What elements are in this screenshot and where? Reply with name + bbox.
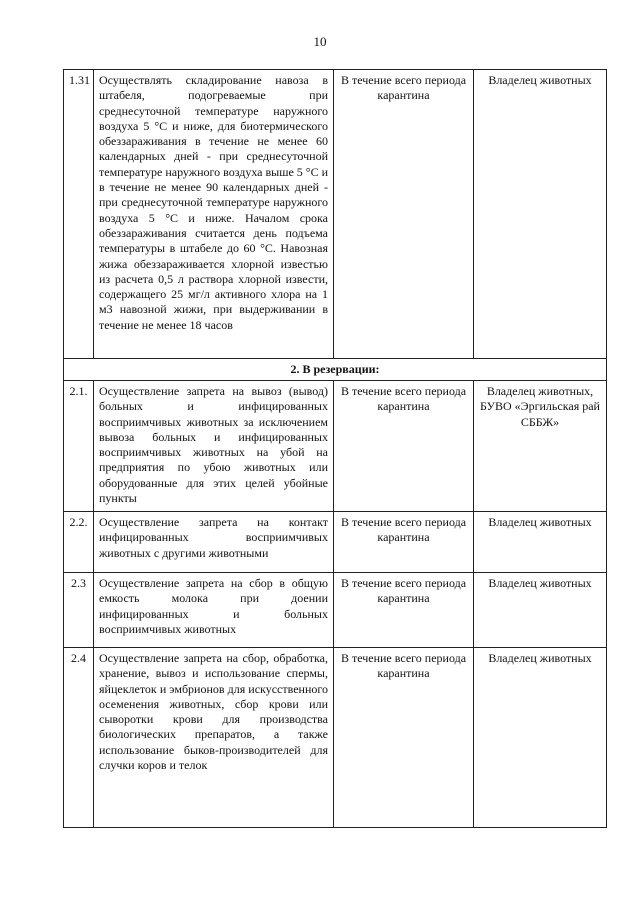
page-number: 10 [313, 34, 327, 49]
measure-term: В течение всего периода карантина [334, 512, 474, 573]
row-number: 1.31 [64, 70, 94, 359]
table-row [64, 573, 607, 648]
section-title: 2. В резервации: [64, 359, 607, 381]
table-row [64, 512, 607, 573]
row-number: 2.1. [64, 381, 94, 512]
measure-term: В течение всего периода карантина [334, 648, 474, 828]
table-row [64, 648, 607, 828]
measure-responsible: Владелец животных [474, 648, 607, 828]
measure-term: В течение всего периода карантина [334, 381, 474, 512]
measure-term: В течение всего периода карантина [334, 573, 474, 648]
row-number: 2.3 [64, 573, 94, 648]
table-row [64, 381, 607, 512]
row-number: 2.2. [64, 512, 94, 573]
measures-table [63, 69, 607, 828]
measure-responsible: Владелец животных [474, 70, 607, 359]
measure-description: Осуществление запрета на вывоз (вывод) больных и инфицированных восприимчивых животных за исключением вывоза больных и инфицированных восприимчивых животных на убой на предприятия по убою животных или оборудованные для этих целей убойные пункты [94, 381, 334, 512]
table-row [64, 70, 607, 359]
row-number: 2.4 [64, 648, 94, 828]
section-row [64, 359, 607, 381]
measure-description: Осуществлять складирование навоза в штабеля, подогреваемые при среднесуточной температуре наружного воздуха 5 °С и ниже, для биотермического обеззараживания в течение не менее 60 календарных дней - при среднесуточной температуре наружного воздуха выше 5 °С и в течение не менее 90 календарных дней - при среднесуточной температуре наружного воздуха 5 °С и ниже. Началом срока обеззараживания считается день подъема температуры в штабеле до 60 °С. Навозная жижа обеззараживается хлорной известью из расчета 0,5 л раствора хлорной извести, содержащего 25 мг/л активного хлора на 1 м3 навозной жижи, при выдерживании в течение не менее 18 часов [94, 70, 334, 359]
measure-term: В течение всего периода карантина [334, 70, 474, 359]
measure-responsible: Владелец животных, БУВО «Эргильская рай СББЖ» [474, 381, 607, 512]
measure-responsible: Владелец животных [474, 573, 607, 648]
measure-description: Осуществление запрета на сбор в общую емкость молока при доении инфицированных и больных восприимчивых животных [94, 573, 334, 648]
measure-description: Осуществление запрета на контакт инфицированных восприимчивых животных с другими животными [94, 512, 334, 573]
measure-description: Осуществление запрета на сбор, обработка, хранение, вывоз и использование спермы, яйцеклеток и эмбрионов для искусственного осеменения животных, сбор крови или сыворотки крови для производства биологических препаратов, а также использование быков-производителей для случки коров и телок [94, 648, 334, 828]
measure-responsible: Владелец животных [474, 512, 607, 573]
